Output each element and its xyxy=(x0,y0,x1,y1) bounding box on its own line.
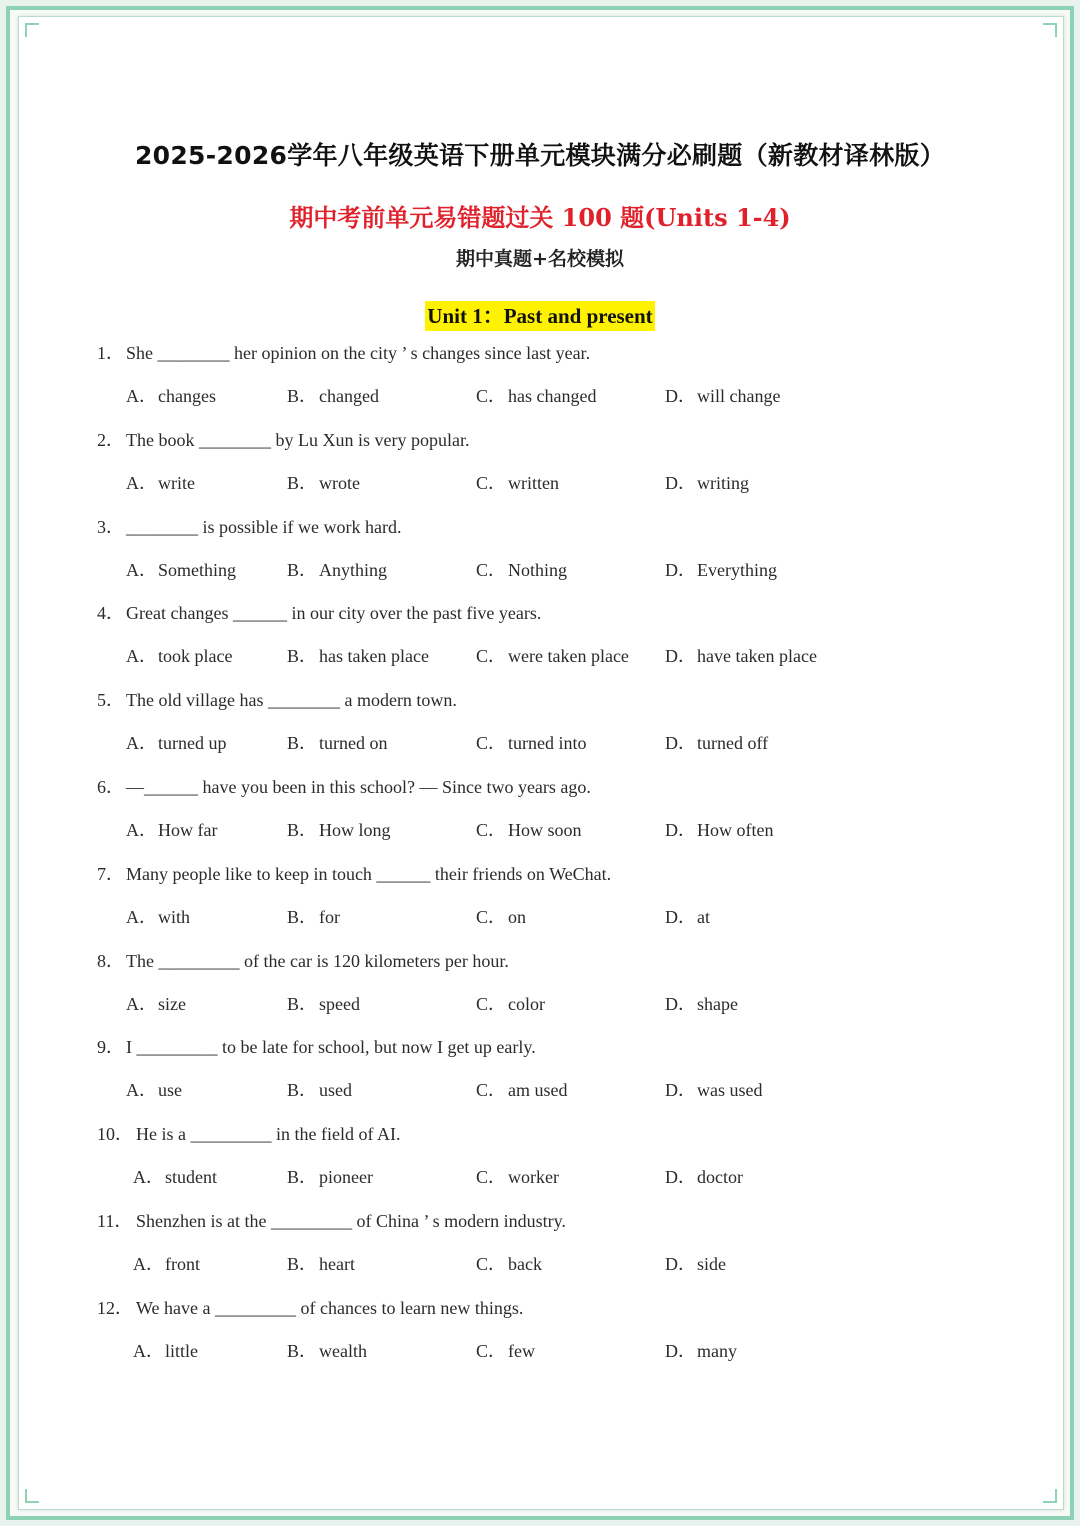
option-d xyxy=(665,992,738,1016)
question-stem: —______ have you been in this school? — Since two years ago. xyxy=(126,777,591,797)
option-a xyxy=(126,905,190,929)
question-stem: The book ________ by Lu Xun is very popular. xyxy=(126,429,470,450)
option-label: B． xyxy=(287,559,318,580)
question-stem: He is a _________ in the field of AI. xyxy=(136,1124,401,1145)
option-text: have taken place xyxy=(697,646,817,667)
question-stem: The _________ of the car is 120 kilometers per hour. xyxy=(126,950,509,971)
question-8 xyxy=(97,949,509,973)
option-a xyxy=(126,384,216,408)
question-number: 9． xyxy=(97,1037,124,1058)
option-text: written xyxy=(508,472,559,493)
question-stem: Many people like to keep in touch ______ their friends on WeChat. xyxy=(126,863,612,884)
question-stem: Shenzhen is at the _________ of China ’ s modern industry. xyxy=(136,1211,566,1231)
option-text: turned on xyxy=(319,733,388,754)
option-text: with xyxy=(158,906,191,927)
question-1 xyxy=(97,341,590,365)
question-number: 1． xyxy=(97,343,124,363)
option-label: A． xyxy=(126,472,157,493)
option-text: front xyxy=(165,1254,200,1274)
question-stem: Great changes ______ in our city over the past five years. xyxy=(126,603,542,624)
option-label: B． xyxy=(287,1254,318,1274)
question-3 xyxy=(97,515,401,539)
option-b xyxy=(287,818,391,842)
option-d xyxy=(665,644,817,668)
option-label: D． xyxy=(665,820,696,840)
question-number: 5． xyxy=(97,690,124,711)
option-label: A． xyxy=(133,1340,164,1361)
question-options xyxy=(0,1252,1080,1278)
question-options xyxy=(0,384,1080,410)
document-page xyxy=(18,16,1064,1510)
question-stem: I _________ to be late for school, but now I get up early. xyxy=(126,1037,536,1058)
option-label: C． xyxy=(476,1340,507,1361)
option-text: side xyxy=(697,1254,726,1274)
option-label: D． xyxy=(665,1254,696,1274)
question-stem: ________ is possible if we work hard. xyxy=(126,516,402,537)
question-4 xyxy=(97,601,541,625)
option-d xyxy=(665,731,768,755)
option-text: changes xyxy=(158,386,216,406)
option-a xyxy=(133,1339,198,1363)
option-label: C． xyxy=(476,993,507,1014)
question-number: 7． xyxy=(97,863,124,884)
option-b xyxy=(287,644,429,668)
question-9 xyxy=(97,1035,536,1059)
option-label: D． xyxy=(665,472,696,493)
option-label: C． xyxy=(476,386,507,406)
option-label: A． xyxy=(126,1080,157,1101)
option-text: turned into xyxy=(508,733,587,754)
question-11 xyxy=(97,1209,566,1233)
option-text: took place xyxy=(158,646,233,667)
question-12 xyxy=(97,1296,523,1320)
option-text: am used xyxy=(508,1080,568,1101)
option-label: D． xyxy=(665,559,696,580)
option-d xyxy=(665,1339,737,1363)
option-text: has changed xyxy=(508,386,597,406)
option-label: A． xyxy=(126,820,157,840)
option-text: at xyxy=(697,906,710,927)
question-stem: We have a _________ of chances to learn new things. xyxy=(136,1297,524,1318)
option-d xyxy=(665,818,773,842)
option-label: D． xyxy=(665,906,696,927)
document-subtitle-secondary: 期中真题+名校模拟 xyxy=(456,248,624,270)
option-a xyxy=(126,731,226,755)
option-label: D． xyxy=(665,993,696,1014)
question-options xyxy=(0,992,1080,1018)
option-label: A． xyxy=(126,559,157,580)
question-options xyxy=(0,471,1080,497)
option-b xyxy=(287,905,340,929)
option-c xyxy=(476,1165,559,1189)
option-label: C． xyxy=(476,733,507,754)
option-text: few xyxy=(508,1340,535,1361)
question-stem: She ________ her opinion on the city ’ s changes since last year. xyxy=(126,343,591,363)
option-text: Anything xyxy=(319,559,388,580)
option-a xyxy=(126,818,217,842)
option-c xyxy=(476,731,587,755)
option-d xyxy=(665,1165,743,1189)
option-a xyxy=(133,1165,217,1189)
option-text: back xyxy=(508,1254,542,1274)
question-2 xyxy=(97,428,469,452)
option-a xyxy=(133,1252,200,1276)
option-label: D． xyxy=(665,1167,696,1188)
option-label: C． xyxy=(476,646,507,667)
option-label: B． xyxy=(287,386,318,406)
option-d xyxy=(665,471,749,495)
option-label: B． xyxy=(287,906,318,927)
option-c xyxy=(476,1252,542,1276)
corner-ornament xyxy=(25,1489,39,1503)
option-c xyxy=(476,644,629,668)
option-label: B． xyxy=(287,1340,318,1361)
document-title: 2025-2026学年八年级英语下册单元模块满分必刷题（新教材译林版） xyxy=(134,141,946,170)
option-label: D． xyxy=(665,1340,696,1361)
option-c xyxy=(476,558,567,582)
option-b xyxy=(287,1339,367,1363)
option-text: Nothing xyxy=(508,559,568,580)
option-label: D． xyxy=(665,386,696,406)
question-number: 2． xyxy=(97,429,124,450)
option-text: many xyxy=(697,1340,737,1361)
option-b xyxy=(287,1252,355,1276)
option-c xyxy=(476,384,596,408)
question-6 xyxy=(97,775,591,799)
question-number: 11． xyxy=(97,1211,133,1231)
question-options xyxy=(0,905,1080,931)
question-options xyxy=(0,644,1080,670)
option-text: doctor xyxy=(697,1167,743,1188)
question-number: 3． xyxy=(97,516,124,537)
option-text: How far xyxy=(158,820,218,840)
option-text: color xyxy=(508,993,545,1014)
option-text: worker xyxy=(508,1167,559,1188)
option-label: B． xyxy=(287,733,318,754)
option-b xyxy=(287,558,387,582)
option-label: D． xyxy=(665,646,696,667)
option-c xyxy=(476,992,545,1016)
option-text: Something xyxy=(158,559,237,580)
option-label: A． xyxy=(126,906,157,927)
option-a xyxy=(126,1078,182,1102)
option-label: A． xyxy=(126,646,157,667)
option-text: wrote xyxy=(319,472,360,493)
option-text: How long xyxy=(319,820,391,840)
question-options xyxy=(0,1165,1080,1191)
option-c xyxy=(476,471,559,495)
option-b xyxy=(287,384,379,408)
corner-ornament xyxy=(1043,23,1057,37)
option-label: C． xyxy=(476,472,507,493)
question-options xyxy=(0,558,1080,584)
option-text: were taken place xyxy=(508,646,629,667)
option-c xyxy=(476,1339,535,1363)
option-label: B． xyxy=(287,1167,318,1188)
question-options xyxy=(0,818,1080,844)
option-label: C． xyxy=(476,559,507,580)
option-text: on xyxy=(508,906,526,927)
question-stem: The old village has ________ a modern town. xyxy=(126,690,457,711)
option-d xyxy=(665,384,780,408)
option-label: C． xyxy=(476,906,507,927)
option-text: write xyxy=(158,472,195,493)
unit-heading: Unit 1：Past and present xyxy=(425,301,654,331)
option-d xyxy=(665,1078,763,1102)
option-label: A． xyxy=(133,1167,164,1188)
option-label: B． xyxy=(287,820,318,840)
option-text: used xyxy=(319,1080,352,1101)
option-text: shape xyxy=(697,993,738,1014)
option-text: wealth xyxy=(319,1340,367,1361)
question-options xyxy=(0,731,1080,757)
option-d xyxy=(665,1252,726,1276)
document-subtitle: 期中考前单元易错题过关 100 题(Units 1-4) xyxy=(289,203,791,232)
option-label: B． xyxy=(287,1080,318,1101)
option-text: pioneer xyxy=(319,1167,373,1188)
option-text: Everything xyxy=(697,559,777,580)
option-text: heart xyxy=(319,1254,355,1274)
option-label: C． xyxy=(476,820,507,840)
option-label: C． xyxy=(476,1080,507,1101)
option-label: B． xyxy=(287,993,318,1014)
option-b xyxy=(287,1078,352,1102)
option-text: has taken place xyxy=(319,646,429,667)
question-number: 12． xyxy=(97,1297,133,1318)
option-b xyxy=(287,1165,373,1189)
option-label: A． xyxy=(133,1254,164,1274)
question-number: 8． xyxy=(97,950,124,971)
option-label: B． xyxy=(287,472,318,493)
question-5 xyxy=(97,688,457,712)
option-text: use xyxy=(158,1080,182,1101)
question-7 xyxy=(97,862,611,886)
option-label: C． xyxy=(476,1167,507,1188)
option-a xyxy=(126,558,236,582)
option-c xyxy=(476,905,526,929)
option-b xyxy=(287,471,360,495)
option-text: student xyxy=(165,1167,217,1188)
option-c xyxy=(476,818,582,842)
option-label: A． xyxy=(126,386,157,406)
question-options xyxy=(0,1339,1080,1365)
option-label: D． xyxy=(665,733,696,754)
option-d xyxy=(665,905,710,929)
option-label: A． xyxy=(126,733,157,754)
option-label: D． xyxy=(665,1080,696,1101)
corner-ornament xyxy=(25,23,39,37)
option-label: B． xyxy=(287,646,318,667)
option-text: for xyxy=(319,906,340,927)
option-text: turned off xyxy=(697,733,769,754)
option-b xyxy=(287,992,360,1016)
option-d xyxy=(665,558,777,582)
corner-ornament xyxy=(1043,1489,1057,1503)
question-number: 10． xyxy=(97,1124,133,1145)
option-label: C． xyxy=(476,1254,507,1274)
option-a xyxy=(126,644,232,668)
unit-heading-wrap xyxy=(0,301,1080,331)
option-label: A． xyxy=(126,993,157,1014)
option-text: How often xyxy=(697,820,774,840)
option-c xyxy=(476,1078,567,1102)
option-b xyxy=(287,731,387,755)
question-number: 6． xyxy=(97,777,124,797)
question-options xyxy=(0,1078,1080,1104)
option-text: will change xyxy=(697,386,781,406)
option-text: writing xyxy=(697,472,749,493)
option-a xyxy=(126,471,195,495)
option-a xyxy=(126,992,186,1016)
option-text: changed xyxy=(319,386,379,406)
question-10 xyxy=(97,1122,400,1146)
option-text: speed xyxy=(319,993,360,1014)
option-text: was used xyxy=(697,1080,763,1101)
option-text: How soon xyxy=(508,820,582,840)
option-text: turned up xyxy=(158,733,227,754)
question-number: 4． xyxy=(97,603,124,624)
option-text: little xyxy=(165,1340,198,1361)
option-text: size xyxy=(158,993,186,1014)
